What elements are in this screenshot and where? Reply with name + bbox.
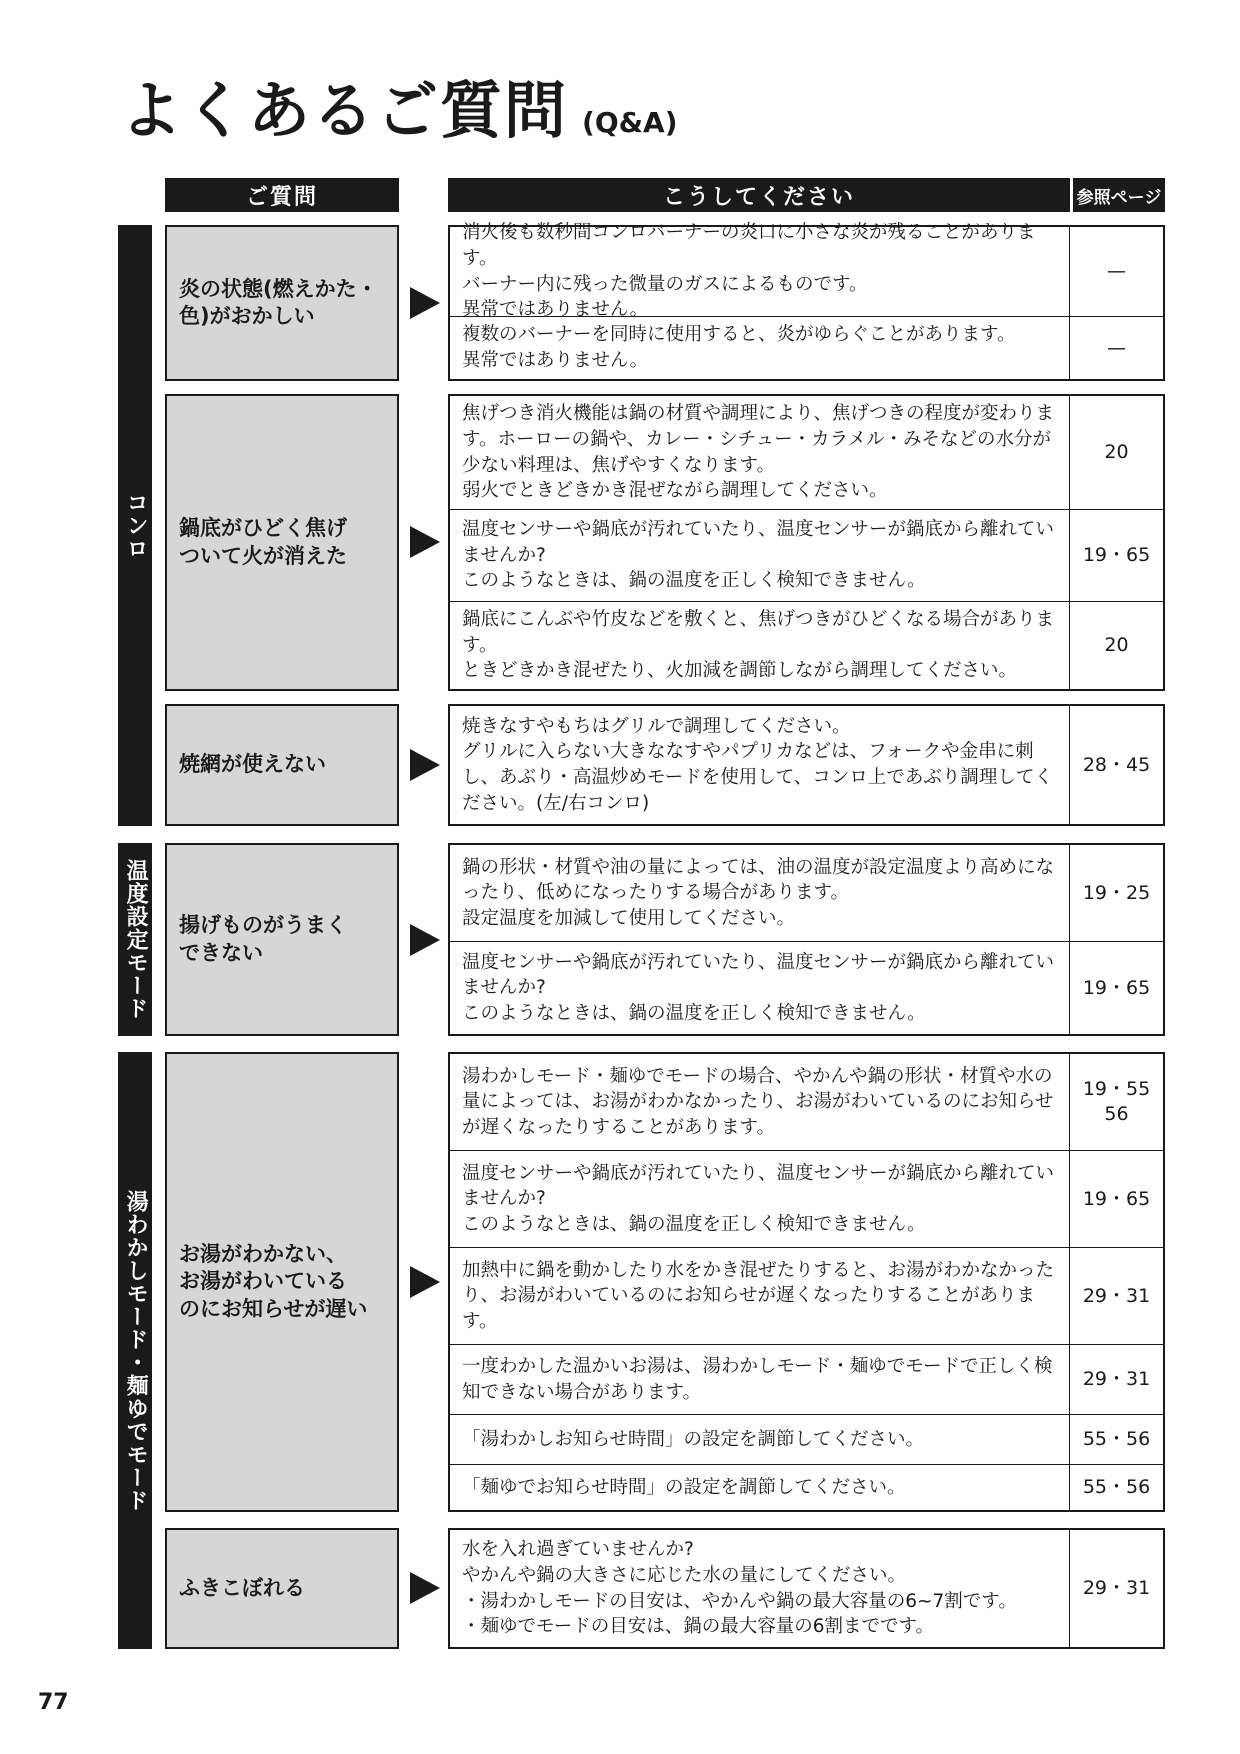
- question-text: 炎の状態(燃えかた・ 色)がおかしい: [179, 276, 378, 328]
- question-text: ふきこぼれる: [179, 1575, 305, 1600]
- page-number: 77: [38, 1690, 69, 1715]
- answer-text: 水を入れ過ぎていませんか? やかんや鍋の大きさに応じた水の量にしてください。 ・湯わかしモードの目安は、やかんや鍋の最大容量の6~7割です。 ・麺ゆでモードの目安は、鍋の最大容量の6割までです。: [462, 1539, 1017, 1638]
- answer-row: [450, 1150, 1163, 1247]
- answer-text: 消火後も数秒間コンロバーナーの炎口に小さな炎が残ることがあります。 バーナー内に残った微量のガスによるものです。 異常ではありません。: [462, 222, 1036, 321]
- answer-group: [448, 704, 1165, 826]
- category-konro: コンロ: [118, 225, 152, 826]
- answer-text: 温度センサーや鍋底が汚れていたり、温度センサーが鍋底から離れていませんか? このようなときは、鍋の温度を正しく検知できません。: [462, 951, 1055, 1024]
- title-sub: (Q&A): [582, 106, 678, 139]
- answer-text: 加熱中に鍋を動かしたり水をかき混ぜたりすると、お湯がわかなかったり、お湯がわいているのにお知らせが遅くなったりすることがあります。: [462, 1259, 1055, 1332]
- answer-group: [448, 394, 1165, 691]
- ref-page: 55・56: [1069, 1465, 1163, 1510]
- answer-text: 鍋の形状・材質や油の量によっては、油の温度が設定温度より高めになったり、低めになったりする場合があります。 設定温度を加減して使用してください。: [462, 856, 1055, 929]
- question-text: 鍋底がひどく焦げ ついて火が消えた: [179, 516, 347, 568]
- ref-page: 19・65: [1069, 942, 1163, 1034]
- ref-page: 29・31: [1069, 1530, 1163, 1647]
- arrow-right-icon: [410, 1572, 440, 1604]
- arrow-right-icon: [410, 526, 440, 558]
- question-box: [165, 394, 399, 691]
- page-title: [120, 74, 678, 147]
- answer-group: [448, 1052, 1165, 1512]
- question-box: [165, 704, 399, 826]
- arrow-right-icon: [410, 924, 440, 956]
- title-main: よくあるご質問: [120, 74, 569, 147]
- ref-page: 19・25: [1069, 845, 1163, 941]
- ref-page: 19・65: [1069, 510, 1163, 601]
- answer-text: 焼きなすやもちはグリルで調理してください。 グリルに入らない大きななすやパプリカなどは、フォークや金串に刺し、あぶり・高温炒めモードを使用して、コンロ上であぶり調理してください。(左/右コンロ): [462, 715, 1053, 814]
- answer-row: [450, 509, 1163, 601]
- question-text: お湯がわかない、 お湯がわいている のにお知らせが遅い: [179, 1242, 368, 1321]
- ref-page: 55・56: [1069, 1415, 1163, 1464]
- answer-row: [450, 1054, 1163, 1150]
- category-ondo-settei: 温度設定モード: [118, 843, 152, 1036]
- ref-page: 19・55 56: [1069, 1054, 1163, 1150]
- answer-group: [448, 1528, 1165, 1649]
- question-box: [165, 1052, 399, 1512]
- question-box: [165, 225, 399, 381]
- arrow-right-icon: [410, 287, 440, 319]
- answer-group: [448, 222, 1165, 381]
- answer-row: [450, 941, 1163, 1034]
- ref-page: 19・65: [1069, 1151, 1163, 1247]
- answer-group: [448, 843, 1165, 1036]
- answer-text: 湯わかしモード・麺ゆでモードの場合、やかんや鍋の形状・材質や水の量によっては、お湯がわかなかったり、お湯がわいているのにお知らせが遅くなったりすることがあります。: [462, 1065, 1054, 1138]
- answer-text: 「湯わかしお知らせ時間」の設定を調節してください。: [462, 1428, 924, 1450]
- answer-row: [450, 1464, 1163, 1510]
- answer-text: 温度センサーや鍋底が汚れていたり、温度センサーが鍋底から離れていませんか? このようなときは、鍋の温度を正しく検知できません。: [462, 519, 1055, 592]
- answer-row: [450, 396, 1163, 509]
- category-yuwakashi-menyude: 湯わかしモード・麺ゆでモード: [118, 1052, 152, 1649]
- answer-text: 焦げつき消火機能は鍋の材質や調理により、焦げつきの程度が変わります。ホーローの鍋や、カレー・シチュー・カラメル・みそなどの水分が少ない料理は、焦げやすくなります。 弱火でときどきかき混ぜながら調理してください。: [462, 403, 1055, 502]
- answer-text: 「麺ゆでお知らせ時間」の設定を調節してください。: [462, 1476, 906, 1498]
- answer-row: [450, 845, 1163, 941]
- answer-row: [450, 1344, 1163, 1414]
- question-text: 焼網が使えない: [179, 752, 326, 777]
- answer-row: [450, 1530, 1163, 1647]
- header-answer: こうしてください: [448, 178, 1070, 212]
- question-text: 揚げものがうまく できない: [179, 913, 347, 965]
- header-ref-page: 参照ページ: [1073, 178, 1165, 212]
- answer-row: [450, 222, 1163, 321]
- ref-page: 29・31: [1069, 1248, 1163, 1344]
- answer-text: 一度わかした温かいお湯は、湯わかしモード・麺ゆでモードで正しく検知できない場合があります。: [462, 1355, 1053, 1403]
- ref-page: 20: [1069, 602, 1163, 689]
- answer-row: [450, 316, 1163, 379]
- answer-text: 鍋底にこんぶや竹皮などを敷くと、焦げつきがひどくなる場合があります。 ときどきかき混ぜたり、火加減を調節しながら調理してください。: [462, 609, 1055, 682]
- arrow-right-icon: [410, 749, 440, 781]
- answer-row: [450, 1414, 1163, 1464]
- answer-row: [450, 706, 1163, 824]
- answer-text: 温度センサーや鍋底が汚れていたり、温度センサーが鍋底から離れていませんか? このようなときは、鍋の温度を正しく検知できません。: [462, 1162, 1055, 1235]
- arrow-right-icon: [410, 1266, 440, 1298]
- ref-page: 29・31: [1069, 1345, 1163, 1414]
- question-box: [165, 843, 399, 1036]
- ref-page: —: [1069, 317, 1163, 379]
- question-box: [165, 1528, 399, 1649]
- ref-page: —: [1069, 227, 1163, 316]
- answer-row: [450, 1247, 1163, 1344]
- answer-row: [450, 601, 1163, 689]
- header-question: ご質問: [165, 178, 399, 212]
- ref-page: 28・45: [1069, 706, 1163, 824]
- answer-text: 複数のバーナーを同時に使用すると、炎がゆらぐことがあります。 異常ではありません。: [462, 324, 1016, 371]
- ref-page: 20: [1069, 396, 1163, 509]
